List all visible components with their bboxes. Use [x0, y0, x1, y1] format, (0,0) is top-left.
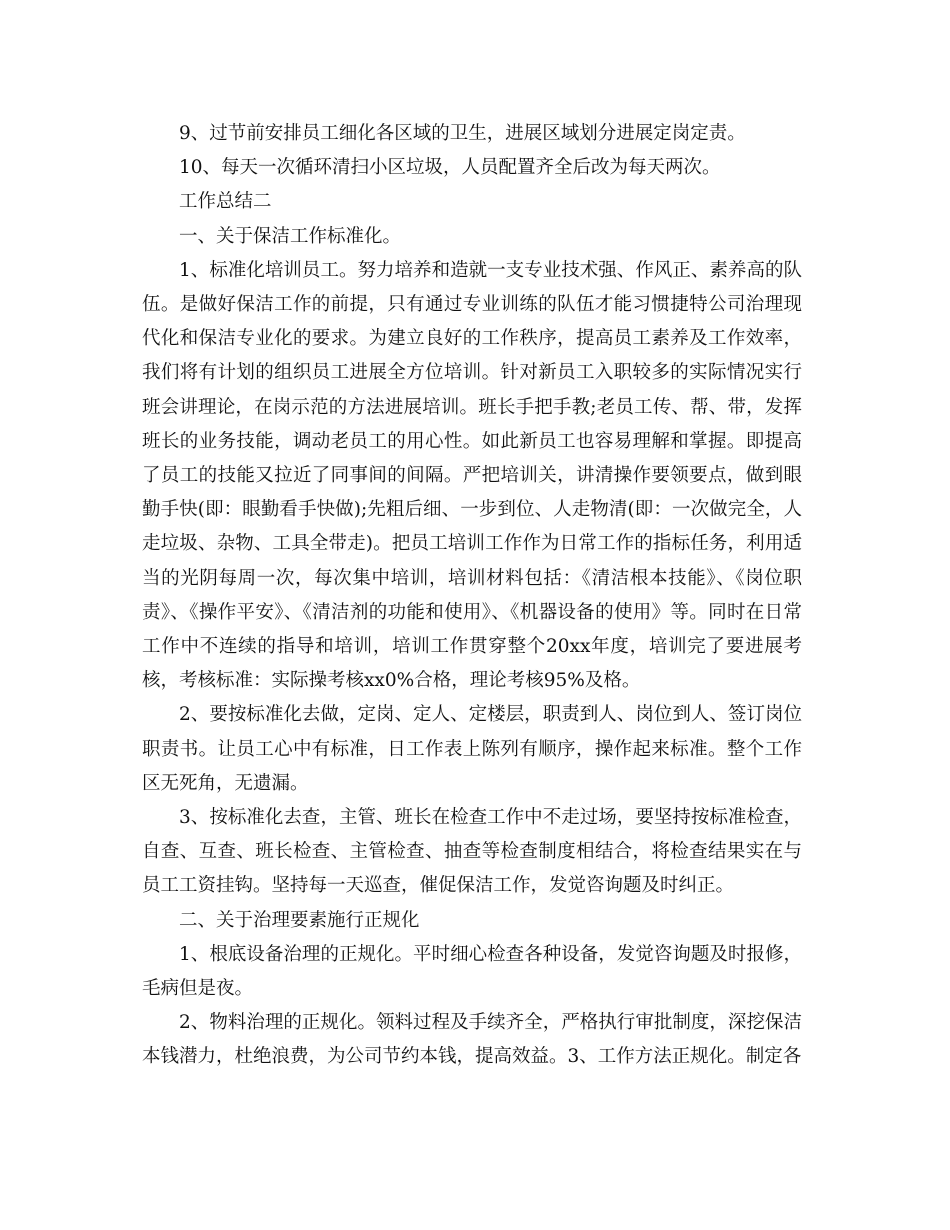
section-heading-standardization: 一、关于保洁工作标准化。: [179, 225, 402, 247]
paragraph-item-9: 9、过节前安排员工细化各区域的卫生，进展区域划分进展定岗定责。: [179, 123, 746, 144]
document-body: [142, 117, 802, 1075]
section-heading-management: 二、关于治理要素施行正规化: [179, 909, 420, 931]
paragraph-standardized-inspection: 3、按标准化去查，主管、班长在检查工作中不走过场，要坚持按标准检查，自查、互查、班长检查、主管检查、抽查等检查制度相结合，将检查结果实在与员工工资挂钩。坚持每一天巡查，催促保洁工作，发觉咨询题及时纠正。: [142, 807, 802, 897]
paragraph-standardized-work: 2、要按标准化去做，定岗、定人、定楼层，职责到人、岗位到人、签订岗位职责书。让员工心中有标准，日工作表上陈列有顺序，操作起来标准。整个工作区无死角，无遗漏。: [142, 704, 802, 794]
section-title-summary-two: 工作总结二: [179, 191, 272, 213]
paragraph-equipment-management: 1、根底设备治理的正规化。平时细心检查各种设备，发觉咨询题及时报修，毛病但是夜。: [142, 943, 802, 1000]
paragraph-materials-management: 2、物料治理的正规化。领料过程及手续齐全，严格执行审批制度，深挖保洁本钱潜力，杜绝浪费，为公司节约本钱，提高效益。3、工作方法正规化。制定各: [142, 1012, 802, 1068]
paragraph-item-10: 10、每天一次循环清扫小区垃圾，人员配置齐全后改为每天两次。: [179, 157, 721, 179]
paragraph-standardized-training: 1、标准化培训员工。努力培养和造就一支专业技术强、作风正、素养高的队伍。是做好保洁工作的前提，只有通过专业训练的队伍才能习惯捷特公司治理现代化和保洁专业化的要求。为建立良好的工作秩序，提高员工素养及工作效率，我们将有计划的组织员工进展全方位培训。针对新员工入职较多的实际情况实行班会讲理论，在岗示范的方法进展培训。班长手把手教;老员工传、帮、带，发挥班长的业务技能，调动老员工的用心性。如此新员工也容易理解和掌握。即提高了员工的技能又拉近了同事间的间隔。严把培训关，讲清操作要领要点，做到眼勤手快(即：眼勤看手快做);先粗后细、一步到位、人走物清(即：一次做完全，人走垃圾、杂物、工具全带走)。把员工培训工作作为日常工作的指标任务，利用适当的光阴每周一次，每次集中培训，培训材料包括：《清洁根本技能》、《岗位职责》、《操作平安》、《清洁剂的功能和使用》、《机器设备的使用》等。同时在日常工作中不连续的指导和培训，培训工作贯穿整个20xx年度，培训完了要进展考核，考核标准：实际操考核xx0%合格，理论考核95%及格。: [142, 259, 802, 692]
